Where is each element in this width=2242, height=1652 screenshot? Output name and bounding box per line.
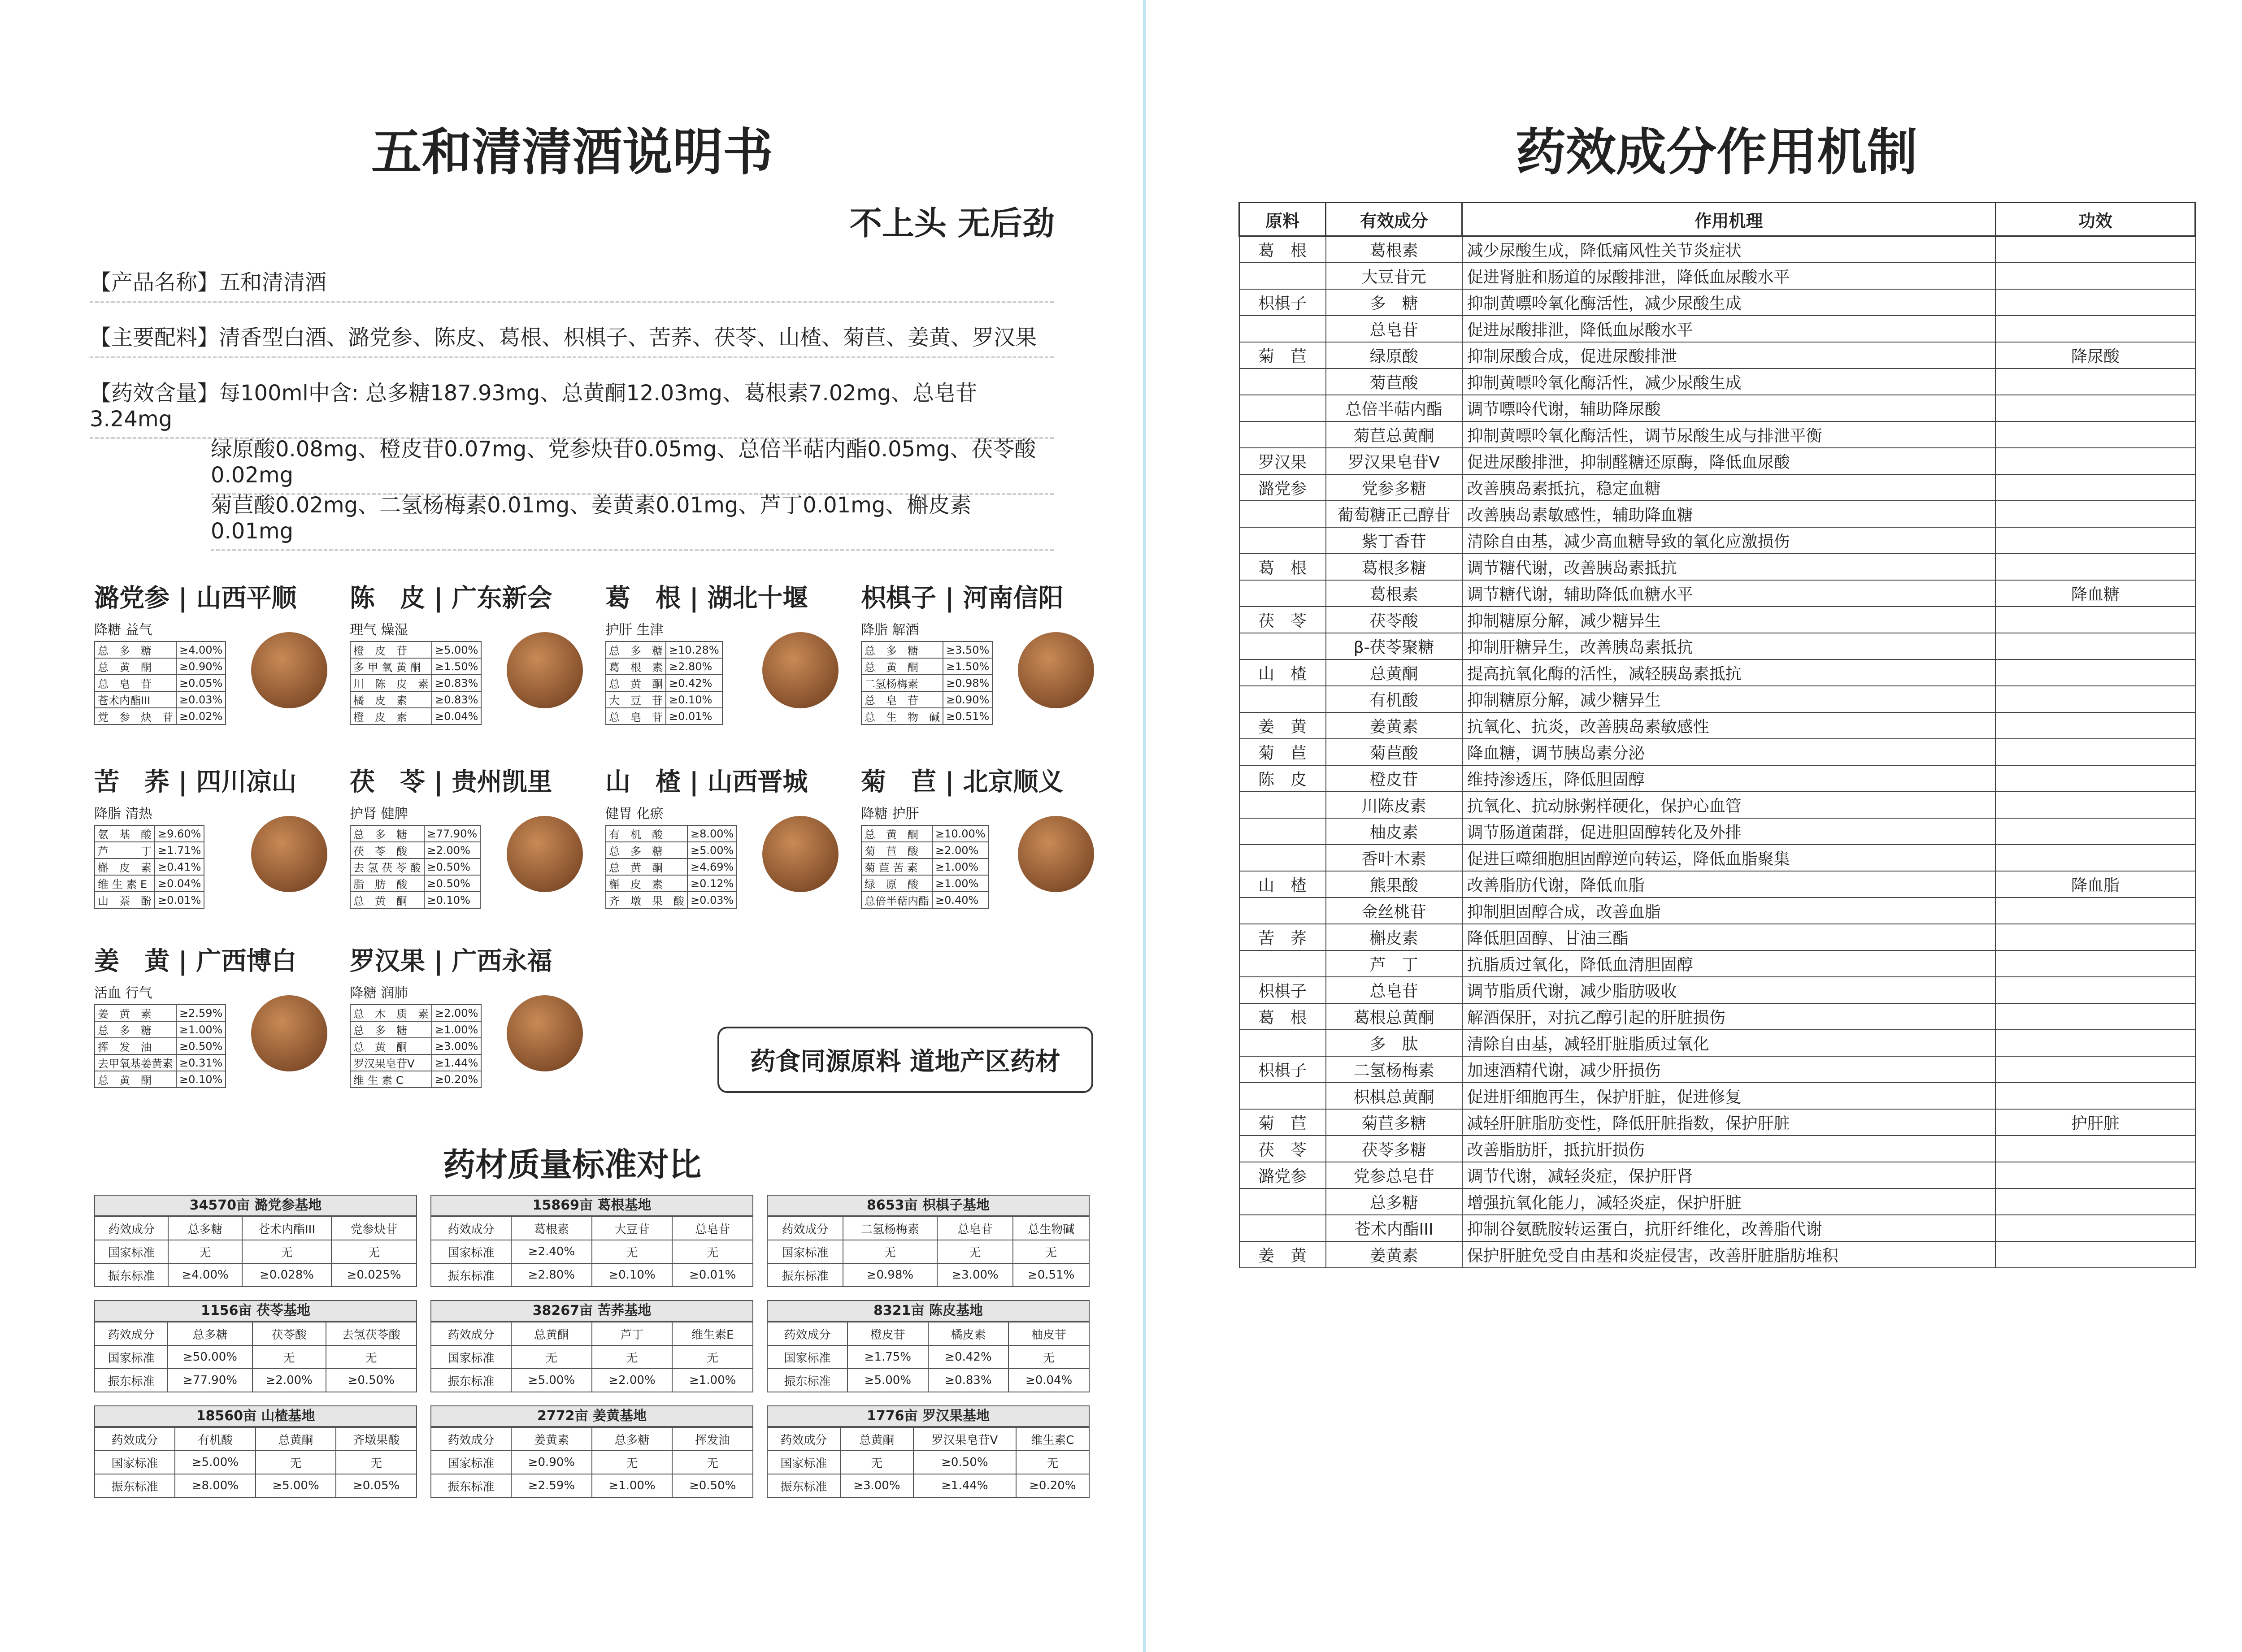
herb-image [762, 816, 839, 892]
mechanism-row: 菊 苣 菊苣多糖 减轻肝脏脂肪变性，降低肝脏指数，保护肝脏 护肝脏 [1239, 1109, 2195, 1136]
herb-row: 茯 苓 酸 ≥2.00% [350, 842, 480, 859]
origin-badge: 药食同源原料 道地产区药材 [717, 1027, 1093, 1093]
quality-block [94, 1195, 417, 1287]
quality-table: 药效成分 总多糖 茯苓酸 去氢茯苓酸 国家标准 ≥50.00% 无 无 振东标准 ≥77.90% ≥2.00% ≥0.50% [94, 1322, 417, 1392]
herb-row: 齐 墩 果 酸 ≥0.03% [606, 892, 737, 908]
quality-table: 药效成分 总多糖 苍术内酯III 党参炔苷 国家标准 无 无 无 振东标准 ≥4.00% ≥0.028% ≥0.025% [94, 1216, 417, 1287]
herb-row: 橘 皮 素 ≥0.83% [350, 691, 481, 708]
page-title: 五和清清酒说明书 [371, 123, 773, 182]
mechanism-title: 药效成分作用机制 [1516, 123, 1917, 182]
herb-row: 总 黄 酮 ≥0.90% [95, 658, 226, 675]
quality-table: 药效成分 总黄酮 罗汉果皂苷V 维生素C 国家标准 无 ≥0.50% 无 振东标准 ≥3.00% ≥1.44% ≥0.20% [767, 1427, 1090, 1498]
herb-image [1018, 816, 1094, 892]
quality-block-head: 8653亩 枳椇子基地 [767, 1195, 1090, 1216]
mechanism-row: 枳椇子 二氢杨梅素 加速酒精代谢，减少肝损伤 [1239, 1056, 2195, 1083]
herb-image [507, 995, 583, 1071]
herb-row: 罗汉果皂苷V ≥1.44% [350, 1054, 481, 1071]
herb-effect: 活血 行气 [94, 985, 152, 1001]
herb-row: 总 黄 酮 ≥0.42% [606, 675, 722, 691]
herb-row: 总 多 糖 ≥10.28% [606, 642, 722, 658]
herb-row: 菊 苣 苦 素 ≥1.00% [861, 859, 989, 875]
quality-title: 药材质量标准对比 [443, 1146, 701, 1184]
herb-row: 党 参 炔 苷 ≥0.02% [95, 708, 226, 724]
herb-row: 山 萘 酚 ≥0.01% [95, 892, 204, 908]
content-line-3: 菊苣酸0.02mg、二氢杨梅素0.01mg、姜黄素0.01mg、芦丁0.01mg、槲皮素0.01mg [211, 485, 1054, 551]
herb-row: 有 机 酸 ≥8.00% [606, 825, 737, 842]
slogan: 不上头 无后劲 [849, 204, 1055, 242]
herb-effect: 降脂 清热 [94, 806, 152, 822]
herb-content-table [350, 1004, 482, 1088]
mechanism-row: 葡萄糖正己醇苷 改善胰岛素敏感性，辅助降血糖 [1239, 501, 2195, 527]
herb-content-table [94, 641, 226, 725]
mechanism-row: 山 楂 总黄酮 提高抗氧化酶的活性，减轻胰岛素抵抗 [1239, 659, 2195, 686]
quality-block [767, 1405, 1090, 1498]
mechanism-row: 大豆苷元 促进肾脏和肠道的尿酸排泄，降低血尿酸水平 [1239, 263, 2195, 289]
mechanism-row: 金丝桃苷 抑制胆固醇合成，改善血脂 [1239, 898, 2195, 924]
col-header: 作用机理 [1462, 203, 1996, 236]
herb-effect: 护肾 健脾 [350, 806, 408, 822]
herb-row: 总 多 糖 ≥1.00% [350, 1021, 481, 1038]
herb-row: 总 黄 酮 ≥3.00% [350, 1038, 481, 1054]
mechanism-row: 总皂苷 促进尿酸排泄，降低血尿酸水平 [1239, 316, 2195, 342]
col-header: 功效 [1995, 203, 2195, 236]
quality-block-head: 34570亩 潞党参基地 [94, 1195, 417, 1216]
herb-card [350, 762, 583, 941]
herb-row: 总倍半萜内酯 ≥0.40% [861, 892, 989, 908]
herb-row: 总 皂 苷 ≥0.01% [606, 708, 722, 724]
herb-effect: 理气 燥湿 [350, 622, 408, 638]
herb-row: 脂 肪 酸 ≥0.50% [350, 875, 480, 892]
mechanism-row: 枳椇总黄酮 促进肝细胞再生，保护肝脏，促进修复 [1239, 1083, 2195, 1109]
herb-image [762, 632, 839, 708]
quality-block-head: 8321亩 陈皮基地 [767, 1300, 1090, 1322]
herb-row: 总 皂 苷 ≥0.05% [95, 675, 226, 691]
quality-table: 药效成分 姜黄素 总多糖 挥发油 国家标准 ≥0.90% 无 无 振东标准 ≥2.59% ≥1.00% ≥0.50% [430, 1427, 753, 1498]
herb-image [1018, 632, 1094, 708]
herb-name: 枳椇子 | 河南信阳 [861, 584, 1064, 613]
mechanism-row: 有机酸 抑制糖原分解，减少糖异生 [1239, 686, 2195, 712]
panel-mechanism [1144, 0, 2242, 1652]
mechanism-row: 菊苣总黄酮 抑制黄嘌呤氧化酶活性，调节尿酸生成与排泄平衡 [1239, 421, 2195, 448]
mechanism-row: 总倍半萜内酯 调节嘌呤代谢，辅助降尿酸 [1239, 395, 2195, 421]
herb-content-table [94, 1004, 226, 1088]
herb-effect: 健胃 化瘀 [605, 806, 664, 822]
herb-name: 茯 苓 | 贵州凯里 [350, 767, 552, 797]
quality-block-head: 1776亩 罗汉果基地 [767, 1405, 1090, 1427]
quality-block [94, 1300, 417, 1392]
herb-row: 橙 皮 素 ≥0.04% [350, 708, 481, 724]
herb-row: 绿 原 酸 ≥1.00% [861, 875, 989, 892]
herb-row: 苍术内酯III ≥0.03% [95, 691, 226, 708]
mechanism-row: 茯 苓 茯苓酸 抑制糖原分解，减少糖异生 [1239, 607, 2195, 633]
quality-block [767, 1195, 1090, 1287]
mechanism-row: 陈 皮 橙皮苷 维持渗透压，降低胆固醇 [1239, 765, 2195, 792]
herb-row: 总 多 糖 ≥3.50% [861, 642, 992, 658]
herb-row: 姜 黄 素 ≥2.59% [95, 1005, 226, 1021]
content-line-1: 【药效含量】每100ml中含: 总多糖187.93mg、总黄酮12.03mg、葛根素7.02mg、总皂苷3.24mg [90, 373, 1054, 439]
herb-card [94, 941, 327, 1121]
mechanism-row: 菊苣酸 抑制黄嘌呤氧化酶活性，减少尿酸生成 [1239, 369, 2195, 395]
herb-row: 维 生 素 E ≥0.04% [95, 875, 204, 892]
herb-name: 陈 皮 | 广东新会 [350, 584, 552, 613]
herb-name: 菊 苣 | 北京顺义 [861, 767, 1064, 797]
quality-block-head: 1156亩 茯苓基地 [94, 1300, 417, 1322]
mechanism-row: 山 楂 熊果酸 改善脂肪代谢，降低血脂 降血脂 [1239, 871, 2195, 898]
mechanism-row: 枳椇子 多 糖 抑制黄嘌呤氧化酶活性，减少尿酸生成 [1239, 289, 2195, 316]
herb-card [605, 578, 839, 758]
mechanism-row: 菊 苣 绿原酸 抑制尿酸合成，促进尿酸排泄 降尿酸 [1239, 342, 2195, 369]
herb-content-table [861, 825, 989, 909]
mechanism-row: 芦 丁 抗脂质过氧化，降低血清胆固醇 [1239, 950, 2195, 977]
mechanism-row: 葛 根 葛根总黄酮 解酒保肝，对抗乙醇引起的肝脏损伤 [1239, 1003, 2195, 1030]
mechanism-row: 潞党参 党参多糖 改善胰岛素抵抗，稳定血糖 [1239, 474, 2195, 501]
herb-row: 总 黄 酮 ≥0.10% [350, 892, 480, 908]
herb-content-table [350, 641, 482, 725]
quality-block [430, 1300, 753, 1392]
quality-table: 药效成分 总黄酮 芦丁 维生素E 国家标准 无 无 无 振东标准 ≥5.00% ≥2.00% ≥1.00% [430, 1322, 753, 1392]
mechanism-row: 苦 荞 槲皮素 降低胆固醇、甘油三酯 [1239, 924, 2195, 950]
quality-table: 药效成分 葛根素 大豆苷 总皂苷 国家标准 ≥2.40% 无 无 振东标准 ≥2.80% ≥0.10% ≥0.01% [430, 1216, 753, 1287]
herb-row: 挥 发 油 ≥0.50% [95, 1038, 226, 1054]
herb-row: 总 多 糖 ≥5.00% [606, 842, 737, 859]
herb-card [350, 941, 583, 1121]
product-name: 【产品名称】五和清清酒 [90, 262, 1054, 303]
mechanism-row: 多 肽 清除自由基，减轻肝脏脂质过氧化 [1239, 1030, 2195, 1056]
herb-image [251, 995, 327, 1071]
herb-card [861, 578, 1094, 758]
herb-name: 潞党参 | 山西平顺 [94, 584, 297, 613]
herb-row: 总 黄 酮 ≥0.10% [95, 1071, 226, 1088]
col-header: 有效成分 [1326, 203, 1462, 236]
herb-card [94, 578, 327, 758]
herb-row: 总 黄 酮 ≥4.69% [606, 859, 737, 875]
herb-name: 罗汉果 | 广西永福 [350, 947, 552, 976]
herb-card [861, 762, 1094, 941]
herb-row: 氨 基 酸 ≥9.60% [95, 825, 204, 842]
herb-image [251, 816, 327, 892]
herb-name: 苦 荞 | 四川凉山 [94, 767, 297, 797]
mechanism-row: 枳椇子 总皂苷 调节脂质代谢，减少脂肪吸收 [1239, 977, 2195, 1003]
herb-row: 总 多 糖 ≥77.90% [350, 825, 480, 842]
mechanism-table [1238, 202, 2196, 1268]
quality-block [430, 1405, 753, 1498]
content-line-2: 绿原酸0.08mg、橙皮苷0.07mg、党参炔苷0.05mg、总倍半萜内酯0.05mg、茯苓酸0.02mg [211, 429, 1054, 495]
main-ingredients: 【主要配料】清香型白酒、潞党参、陈皮、葛根、枳椇子、苦荞、茯苓、山楂、菊苣、姜黄、罗汉果 [90, 317, 1054, 358]
quality-block [94, 1405, 417, 1498]
herb-image [507, 816, 583, 892]
mechanism-row: 葛 根 葛根多糖 调节糖代谢，改善胰岛素抵抗 [1239, 554, 2195, 580]
herb-row: 总 黄 酮 ≥1.50% [861, 658, 992, 675]
mechanism-row: 香叶木素 促进巨噬细胞胆固醇逆向转运，降低血脂聚集 [1239, 845, 2195, 871]
mechanism-row: 川陈皮素 抗氧化、抗动脉粥样硬化，保护心血管 [1239, 792, 2195, 818]
herb-content-table [861, 641, 993, 725]
herb-card [94, 762, 327, 941]
herb-image [507, 632, 583, 708]
herb-card [350, 578, 583, 758]
herb-row: 二氢杨梅素 ≥0.98% [861, 675, 992, 691]
herb-name: 山 楂 | 山西晋城 [605, 767, 808, 797]
herb-row: 芦 丁 ≥1.71% [95, 842, 204, 859]
herb-name: 姜 黄 | 广西博白 [94, 947, 297, 976]
quality-block [430, 1195, 753, 1287]
herb-row: 总 多 糖 ≥4.00% [95, 642, 226, 658]
mechanism-row: 葛 根 葛根素 减少尿酸生成，降低痛风性关节炎症状 [1239, 236, 2195, 263]
quality-block-head: 2772亩 姜黄基地 [430, 1405, 753, 1427]
herb-row: 橙 皮 苷 ≥5.00% [350, 642, 481, 658]
mechanism-row: 葛根素 调节糖代谢，辅助降低血糖水平 降血糖 [1239, 580, 2195, 607]
herb-card [605, 762, 839, 941]
herb-row: 大 豆 苷 ≥0.10% [606, 691, 722, 708]
mechanism-row: 苍术内酯III 抑制谷氨酰胺转运蛋白，抗肝纤维化，改善脂代谢 [1239, 1215, 2195, 1241]
quality-block-head: 38267亩 苦荞基地 [430, 1300, 753, 1322]
mechanism-row: 总多糖 增强抗氧化能力，减轻炎症，保护肝脏 [1239, 1188, 2195, 1215]
herb-effect: 降糖 益气 [94, 622, 152, 638]
herb-content-table [605, 825, 737, 909]
herb-content-table [94, 825, 204, 909]
herb-row: 多 甲 氧 黄 酮 ≥1.50% [350, 658, 481, 675]
mechanism-row: 柚皮素 调节肠道菌群，促进胆固醇转化及外排 [1239, 818, 2195, 845]
herb-image [251, 632, 327, 708]
herb-row: 菊 苣 酸 ≥2.00% [861, 842, 989, 859]
herb-row: 槲 皮 素 ≥0.12% [606, 875, 737, 892]
herb-effect: 降糖 护肝 [861, 806, 919, 822]
quality-table: 药效成分 有机酸 总黄酮 齐墩果酸 国家标准 ≥5.00% 无 无 振东标准 ≥8.00% ≥5.00% ≥0.05% [94, 1427, 417, 1498]
quality-block-head: 15869亩 葛根基地 [430, 1195, 753, 1216]
quality-block-head: 18560亩 山楂基地 [94, 1405, 417, 1427]
herb-effect: 护肝 生津 [605, 622, 664, 638]
herb-row: 总 皂 苷 ≥0.90% [861, 691, 992, 708]
mechanism-row: 茯 苓 茯苓多糖 改善脂肪肝，抵抗肝损伤 [1239, 1136, 2195, 1162]
herb-row: 总 木 质 素 ≥2.00% [350, 1005, 481, 1021]
herb-effect: 降糖 润肺 [350, 985, 408, 1001]
herb-row: 去甲氧基姜黄素 ≥0.31% [95, 1054, 226, 1071]
quality-block [767, 1300, 1090, 1392]
herb-row: 葛 根 素 ≥2.80% [606, 658, 722, 675]
herb-row: 去 氢 茯 苓 酸 ≥0.50% [350, 859, 480, 875]
mechanism-row: β-茯苓聚糖 抑制肝糖异生，改善胰岛素抵抗 [1239, 633, 2195, 659]
quality-table: 药效成分 橙皮苷 橘皮素 柚皮苷 国家标准 ≥1.75% ≥0.42% 无 振东标准 ≥5.00% ≥0.83% ≥0.04% [767, 1322, 1090, 1392]
mechanism-row: 紫丁香苷 清除自由基，减少高血糖导致的氧化应激损伤 [1239, 527, 2195, 554]
herb-row: 槲 皮 素 ≥0.41% [95, 859, 204, 875]
herb-name: 葛 根 | 湖北十堰 [605, 584, 808, 613]
herb-content-table [350, 825, 481, 909]
herb-row: 川 陈 皮 素 ≥0.83% [350, 675, 481, 691]
herb-row: 总 生 物 碱 ≥0.51% [861, 708, 992, 724]
mechanism-row: 菊 苣 菊苣酸 降血糖，调节胰岛素分泌 [1239, 739, 2195, 765]
herb-row: 总 黄 酮 ≥10.00% [861, 825, 989, 842]
herb-row: 维 生 素 C ≥0.20% [350, 1071, 481, 1088]
herb-content-table [605, 641, 723, 725]
mechanism-row: 姜 黄 姜黄素 保护肝脏免受自由基和炎症侵害，改善肝脏脂肪堆积 [1239, 1241, 2195, 1268]
quality-table: 药效成分 二氢杨梅素 总皂苷 总生物碱 国家标准 无 无 无 振东标准 ≥0.98% ≥3.00% ≥0.51% [767, 1216, 1090, 1287]
mechanism-row: 罗汉果 罗汉果皂苷V 促进尿酸排泄，抑制醛糖还原酶，降低血尿酸 [1239, 448, 2195, 474]
mechanism-row: 潞党参 党参总皂苷 调节代谢，减轻炎症，保护肝肾 [1239, 1162, 2195, 1188]
herb-effect: 降脂 解酒 [861, 622, 919, 638]
col-header: 原料 [1239, 203, 1326, 236]
herb-row: 总 多 糖 ≥1.00% [95, 1021, 226, 1038]
mechanism-row: 姜 黄 姜黄素 抗氧化、抗炎，改善胰岛素敏感性 [1239, 712, 2195, 739]
